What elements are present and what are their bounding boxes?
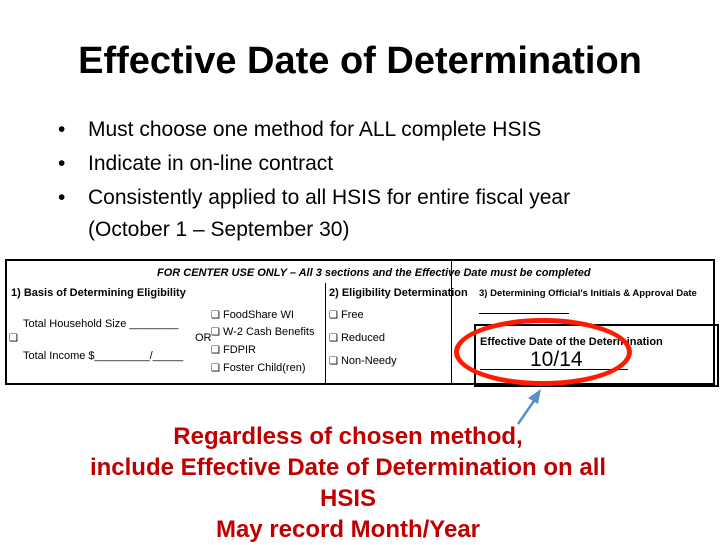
checkbox-icon: ❑	[329, 310, 338, 321]
bullet-dot-icon: •	[58, 118, 66, 141]
bullet-dot-icon: •	[58, 186, 66, 209]
effective-date-label: Effective Date of the Determination	[480, 336, 663, 348]
option-non-needy: ❑ Non-Needy	[329, 355, 397, 367]
callout-line: HSIS	[319, 485, 376, 512]
bullet-dot-icon: •	[58, 152, 66, 175]
callout-line: Regardless of chosen method,	[173, 423, 523, 450]
callout-line: May record Month/Year	[215, 516, 481, 543]
income-field: Total Income $_________/_____	[23, 350, 184, 362]
checkbox-icon: ❑	[211, 363, 220, 374]
checkbox-icon: ❑	[9, 333, 18, 344]
option-reduced: ❑ Reduced	[329, 332, 386, 344]
section3-title: 3) Determining Official's Initials & Approval Date	[479, 288, 697, 299]
checkbox-icon: ❑	[211, 345, 220, 356]
checkbox-icon: ❑	[211, 327, 220, 338]
option-foodshare: ❑ FoodShare WI	[211, 309, 294, 321]
option-foster: ❑ Foster Child(ren)	[211, 362, 306, 374]
callout-line: include Effective Date of Determination on all	[89, 454, 607, 481]
effective-date-value: 10/14	[530, 348, 583, 371]
option-w2: ❑ W-2 Cash Benefits	[211, 326, 315, 338]
section1-title: 1) Basis of Determining Eligibility	[11, 287, 186, 299]
option-free: ❑ Free	[329, 309, 364, 321]
bullet-continuation: (October 1 – September 30)	[88, 218, 350, 241]
checkbox-icon: ❑	[329, 333, 338, 344]
bullet-item: • Must choose one method for ALL complete HSIS	[58, 113, 698, 147]
checkbox-icon: ❑	[329, 356, 338, 367]
callout-text	[0, 421, 696, 545]
option-fdpir: ❑ FDPIR	[211, 344, 256, 356]
or-label: OR	[195, 332, 212, 344]
page-title: Effective Date of Determination	[78, 40, 642, 82]
household-size-field: Total Household Size ________	[23, 318, 179, 330]
form-header: FOR CENTER USE ONLY – All 3 sections and the Effective Date must be completed	[157, 267, 591, 279]
checkbox-icon: ❑	[211, 310, 220, 321]
section2-title: 2) Eligibility Determination	[329, 287, 468, 299]
bullet-item: • Consistently applied to all HSIS for entire fiscal year	[58, 181, 698, 215]
bullet-item: • Indicate in on-line contract	[58, 147, 698, 181]
